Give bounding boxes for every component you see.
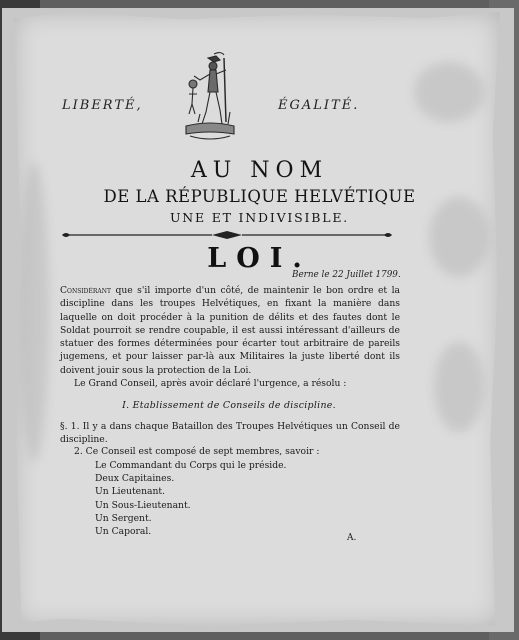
list-item: Un Caporal. xyxy=(95,526,152,538)
motto-egalite: ÉGALITÉ. xyxy=(278,98,360,113)
council-members-list xyxy=(95,459,286,538)
william-tell-emblem-icon xyxy=(180,52,240,148)
title-au-nom: AU NOM xyxy=(190,158,329,183)
article-1: §. 1. Il y a dans chaque Bataillon des Troupes Helvétiques un Conseil de discipline. xyxy=(60,421,400,446)
title-republique: DE LA RÉPUBLIQUE HELVÉTIQUE xyxy=(103,187,416,206)
paper-stain xyxy=(414,62,484,122)
list-item: Un Sergent. xyxy=(95,512,152,524)
resolution-line: Le Grand Conseil, après avoir déclaré l'urgence, a résolu : xyxy=(74,378,347,389)
law-heading: LOI. xyxy=(207,243,312,274)
paper-stain xyxy=(434,342,484,432)
date-line: Berne le 22 Juillet 1799. xyxy=(292,270,401,280)
section-title: I. Etablissement de Conseils de discipline. xyxy=(122,400,336,411)
list-item: Deux Capitaines. xyxy=(95,473,175,485)
paper-stain xyxy=(19,162,49,462)
list-item: Un Sous-Lieutenant. xyxy=(95,499,191,511)
signature-mark: A. xyxy=(347,533,357,543)
preamble-lead-word: Considérant xyxy=(60,285,111,296)
list-item: Un Lieutenant. xyxy=(95,486,166,498)
preamble-text: que s'il importe d'un côté, de maintenir le bon ordre et la discipline dans les troupes Helvétiques, en fixant la manière dans laquelle on doit procéder à la punition de délits et des fautes dont le Soldat pourroit se rendre coupable, il est aussi intéressant d'ailleurs de statuer des formes déterminées pour écarter tout arbitraire de pareils jugemens, et pour laisser par-là aux Militaires la juste liberté dont ils doivent jouir sous la protection de la Loi. xyxy=(60,285,400,376)
article-2: 2. Ce Conseil est composé de sept membres, savoir : xyxy=(74,446,320,457)
ornamental-rule-divider xyxy=(62,230,392,240)
motto-liberte: LIBERTÉ, xyxy=(62,98,143,113)
title-indivisible: UNE ET INDIVISIBLE. xyxy=(169,210,350,225)
list-item: Le Commandant du Corps qui le préside. xyxy=(95,460,287,471)
preamble-paragraph xyxy=(60,284,400,377)
